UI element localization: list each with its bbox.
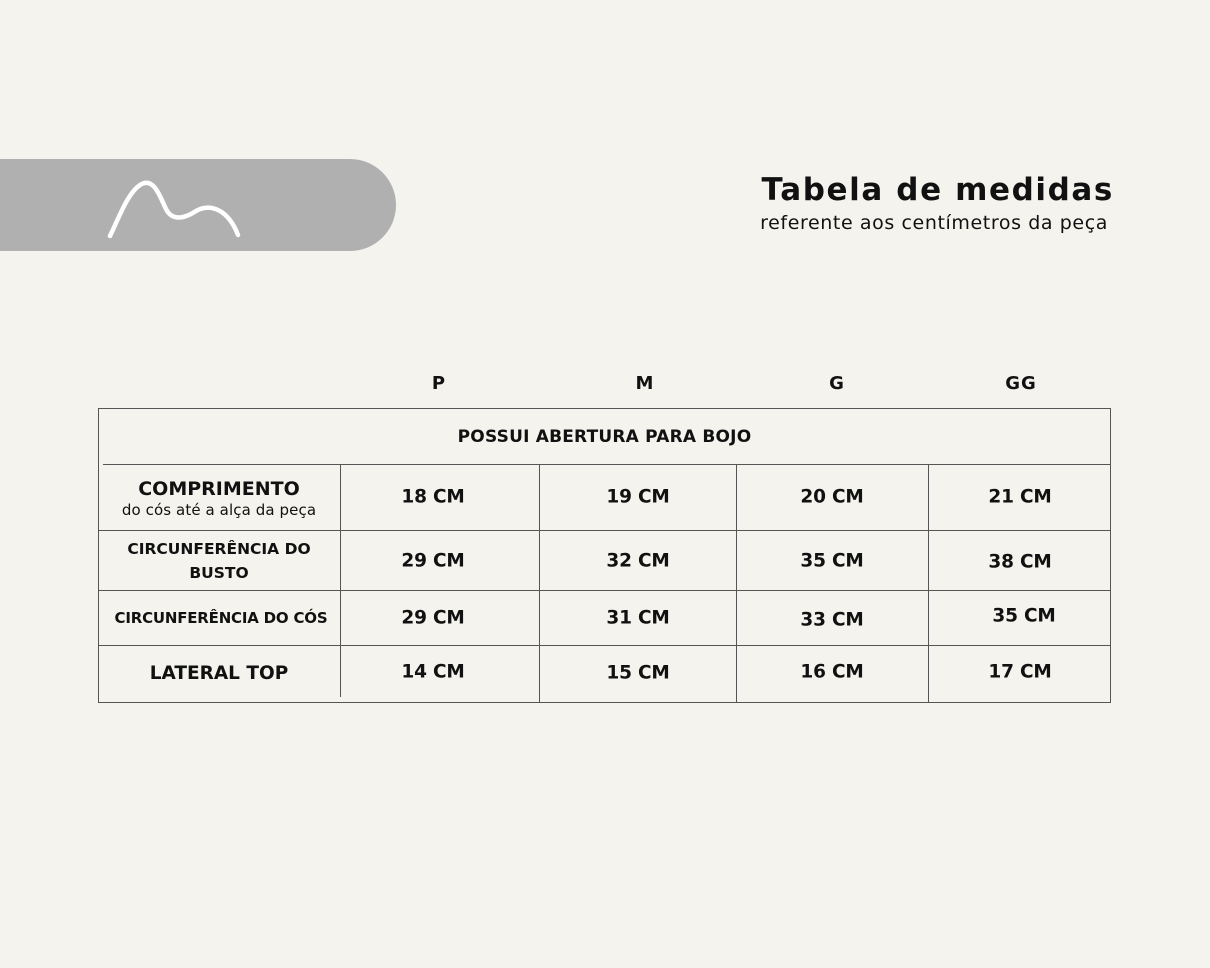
table-cell: 19 CM bbox=[606, 486, 670, 508]
table-column-divider bbox=[340, 464, 341, 697]
measurements-table bbox=[98, 408, 1111, 703]
table-cell: 29 CM bbox=[401, 607, 465, 629]
table-column-divider bbox=[539, 464, 540, 702]
table-row-label bbox=[99, 531, 339, 590]
logo-band bbox=[0, 159, 396, 251]
page-title: Tabela de medidas bbox=[761, 172, 1114, 208]
size-header-p: P bbox=[431, 373, 447, 394]
table-banner: POSSUI ABERTURA PARA BOJO bbox=[457, 426, 752, 447]
page-header bbox=[760, 171, 1114, 237]
row-label-sub: do cós até a alça da peça bbox=[121, 500, 317, 519]
table-row-label bbox=[103, 591, 339, 645]
size-header-gg: GG bbox=[1005, 373, 1037, 394]
table-cell: 16 CM bbox=[800, 661, 864, 683]
table-cell: 35 CM bbox=[992, 605, 1056, 627]
table-cell: 33 CM bbox=[800, 609, 864, 631]
table-cell: 38 CM bbox=[988, 551, 1052, 573]
table-cell: 32 CM bbox=[606, 550, 670, 572]
row-label-main: CIRCUNFERÊNCIA DO CÓS bbox=[114, 609, 328, 627]
table-row-label bbox=[99, 646, 339, 702]
wave-signature-icon bbox=[104, 173, 244, 241]
row-label-main: LATERAL TOP bbox=[149, 663, 289, 684]
table-cell: 17 CM bbox=[988, 661, 1052, 683]
table-cell: 15 CM bbox=[606, 662, 670, 684]
table-cell: 20 CM bbox=[800, 486, 864, 508]
table-column-divider bbox=[736, 464, 737, 702]
row-label-main: CIRCUNFERÊNCIA DO BUSTO bbox=[127, 539, 311, 582]
table-cell: 31 CM bbox=[606, 607, 670, 629]
size-header-m: M bbox=[635, 373, 655, 394]
table-cell: 29 CM bbox=[401, 550, 465, 572]
table-cell: 35 CM bbox=[800, 550, 864, 572]
table-cell: 14 CM bbox=[401, 661, 465, 683]
table-column-divider bbox=[928, 464, 929, 702]
table-cell: 21 CM bbox=[988, 486, 1052, 508]
table-cell: 18 CM bbox=[401, 486, 465, 508]
page-subtitle: referente aos centímetros da peça bbox=[760, 212, 1108, 234]
size-header-g: G bbox=[829, 373, 845, 394]
row-label-main: COMPRIMENTO bbox=[138, 477, 300, 500]
table-row-label bbox=[99, 465, 339, 530]
